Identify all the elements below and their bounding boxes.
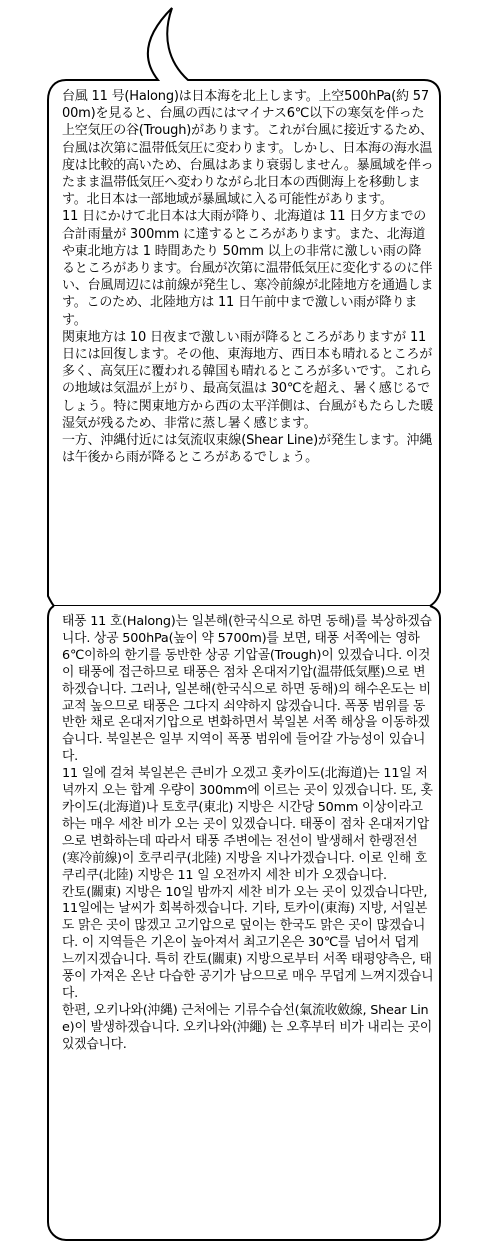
- ko-paragraph-2: 11 일에 걸쳐 북일본은 큰비가 오겠고 홋카이도(北海道)는 11일 저녁까지 오는 합계 우량이 300mm에 이르는 곳이 있겠습니다. 또, 홋카이도(北海道)나 토호쿠(東北) 지방은 시간당 50mm 이상이라고 하는 매우 세찬 비가 오는 곳이 있겠습니다. 태풍이 점차 온대저기압으로 변화하는데 따라서 태풍 주변에는 전선이 발생해서 한랭전선(寒冷前線)이 호쿠리쿠(北陸) 지방을 지나가겠습니다. 이로 인해 호쿠리쿠(北陸) 지방은 11 일 오전까지 세찬 비가 오겠습니다.: [62, 766, 433, 883]
- jp-paragraph-1: 台風 11 号(Halong)は日本海を北上します。上空500hPa(約 5700m)を見ると、台風の西にはマイナス6℃以下の寒気を伴った上空気圧の谷(Trough)があります。これが台風に接近するため、台風は次第に温帯低気圧に変わります。しかし、日本海の海水温度は比較的高いため、台風はあまり衰弱しません。暴風域を伴ったまま温帯低気圧へ変わりながら北日本の西側海上を移動します。北日本は一部地域が暴風域に入る可能性があります。: [62, 89, 434, 208]
- ko-paragraph-4: 한편, 오키나와(沖縄) 근처에는 기류수습선(氣流收斂線, Shear Line)이 발생하겠습니다. 오키나와(沖繩) 는 오후부터 비가 내리는 곳이 있겠습니다.: [62, 1002, 433, 1052]
- korean-text-block: [62, 614, 434, 1054]
- jp-paragraph-2: 11 日にかけて北日本は大雨が降り、北海道は 11 日夕方までの合計雨量が 300mm に達するところがあります。また、北海道や東北地方は 1 時間あたり 50mm 以上の非常に激しい雨の降るところがあります。台風が次第に温帯低気圧に変化するのに伴い、台風周辺には前線が発生し、寒冷前線が北陸地方を通過します。このため、北陸地方は 11 日午前中まで激しい雨が降ります。: [62, 209, 434, 328]
- japanese-text-block: [62, 88, 434, 466]
- ko-paragraph-1: 태풍 11 호(Halong)는 일본해(한국식으로 하면 동해)를 북상하겠습니다. 상공 500hPa(높이 약 5700m)를 보면, 태풍 서쪽에는 영하 6℃이하의 한기를 동반한 상공 기압골(Trough)이 있겠습니다. 이것이 태풍에 접근하므로 태풍은 점차 온대저기압(温帯低気壓)으로 변하겠습니다. 그러나, 일본해(한국식으로 하면 동해)의 해수온도는 비교적 높으므로 태풍은 그다지 쇠약하지 않겠습니다. 폭풍 범위를 동반한 채로 온대저기압으로 변화하면서 북일본 서쪽 해상을 이동하겠습니다. 북일본은 일부 지역이 폭풍 범위에 들어갈 가능성이 있습니다.: [62, 614, 432, 765]
- jp-paragraph-3: 関東地方は 10 日夜まで激しい雨が降るところがありますが 11 日には回復します。その他、東海地方、西日本も晴れるところが多く、高気圧に覆われる韓国も晴れるところが多いです。これらの地域は気温が上がり、最高気温は 30℃を超え、暑く感じるでしょう。特に関東地方から西の太平洋側は、台風がもたらした暖湿気が残るため、非常に蒸し暑く感じます。: [62, 329, 434, 431]
- ko-paragraph-3: 칸토(關東) 지방은 10일 밤까지 세찬 비가 오는 곳이 있겠습니다만, 11일에는 날씨가 회복하겠습니다. 기타, 토카이(東海) 지방, 서일본도 맑은 곳이 많겠고 고기압으로 덮이는 한국도 맑은 곳이 많겠습니다. 이 지역들은 기온이 높아져서 최고기온은 30℃를 넘어서 덥게 느끼지겠습니다. 특히 칸토(關東) 지방으로부터 서쪽 태평양측은, 태풍이 가져온 온난 다습한 공기가 남으므로 매우 무덥게 느껴지겠습니다.: [62, 884, 434, 1001]
- jp-paragraph-4: 一方、沖縄付近には気流収束線(Shear Line)が発生します。沖縄は午後から雨が降るところがあるでしょう。: [62, 433, 433, 466]
